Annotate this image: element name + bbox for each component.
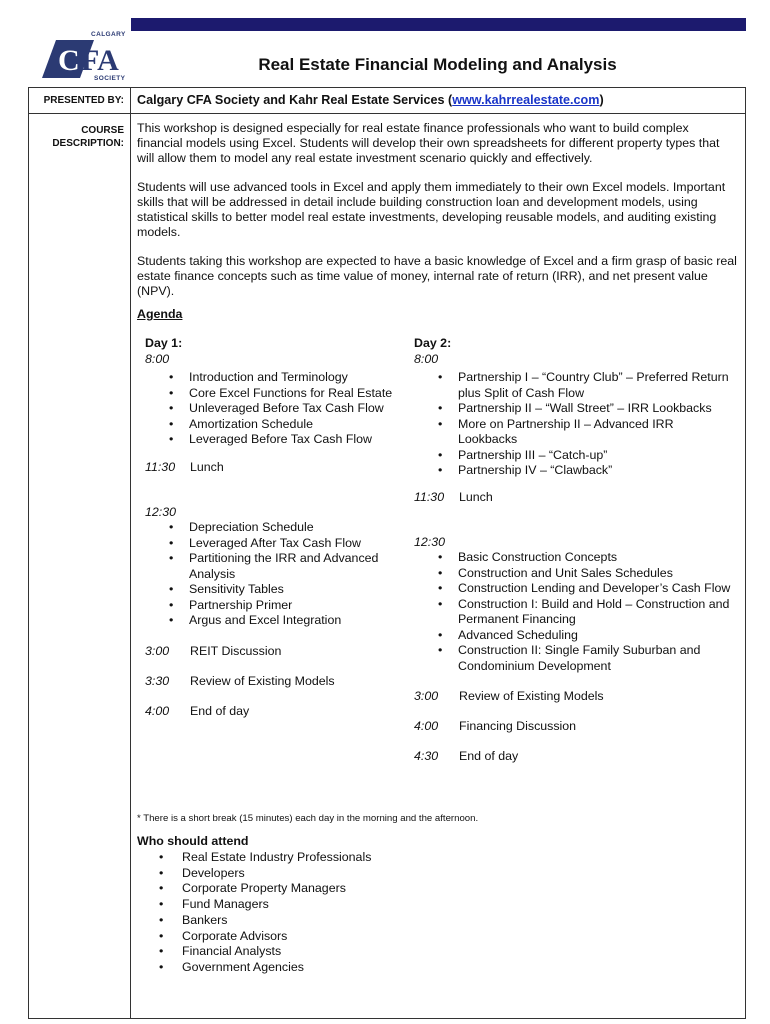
logo-c: C [58,44,80,77]
list-item: • Leveraged Before Tax Cash Flow [145,432,405,448]
day1-400-row [145,703,249,719]
day2-financing: Financing Discussion [459,719,577,733]
header-bar [131,18,746,31]
list-item: • Amortization Schedule [145,417,405,433]
day2-300-row [414,688,604,704]
list-item: • Leveraged After Tax Cash Flow [145,536,405,552]
list-item: • Corporate Property Managers [137,881,371,897]
day2-430-row [414,748,518,764]
day2-column [414,335,744,763]
course-paragraph-2: Students will use advanced tools in Excel and apply them immediately to their own Excel models. Important skills that will be addressed in detail include building construction loan and development models, using statistical skills to better model real estate investments, developing reusable models, and auditing existing models. [137,180,726,239]
calgary-cfa-society-logo [40,20,135,82]
day1-time-1230: 12:30 [145,505,177,519]
row-divider [28,113,746,114]
day2-time-430: 4:30 [414,749,439,763]
column-divider [130,87,131,1019]
day1-lunch-row [145,459,224,475]
day1-morning-list [145,370,405,448]
list-item: • Core Excel Functions for Real Estate [145,386,405,402]
presenter-close: ) [599,93,604,107]
agenda-heading: Agenda [137,307,183,321]
logo-calgary-text: CALGARY [91,31,126,38]
day1-300-row [145,643,281,659]
day1-lunch: Lunch [190,460,224,474]
day2-end: End of day [459,749,519,763]
course-label-line1: COURSE [81,125,124,136]
list-item: • Sensitivity Tables [145,582,405,598]
logo-fa: FA [81,44,119,77]
list-item: • Fund Managers [137,897,371,913]
list-item: • Corporate Advisors [137,929,371,945]
list-item: • Construction and Unit Sales Schedules [414,566,744,582]
list-item: • Partitioning the IRR and Advanced Analysis [145,551,405,582]
day2-400-row [414,718,576,734]
list-item: • Bankers [137,913,371,929]
list-item: • Introduction and Terminology [145,370,405,386]
list-item: • Depreciation Schedule [145,520,405,536]
day2-review: Review of Existing Models [459,689,604,703]
day1-column [145,335,405,718]
day1-afternoon-list [145,520,405,629]
list-item: • Partnership II – “Wall Street” – IRR Lookbacks [414,401,744,417]
website-link[interactable]: www.kahrrealestate.com [452,93,600,107]
list-item: • Construction Lending and Developer’s Cash Flow [414,581,744,597]
list-item: • Partnership IV – “Clawback” [414,463,744,479]
day2-time-400: 4:00 [414,719,439,733]
course-paragraph-3: Students taking this workshop are expected to have a basic knowledge of Excel and a firm grasp of basic real estate finance concepts such as time value of money, internal rate of return (IRR), and net present value (NPV). [137,254,737,298]
list-item: • Construction II: Single Family Suburban and Condominium Development [414,643,714,674]
day1-time-800: 8:00 [145,352,170,366]
list-item: • Argus and Excel Integration [145,613,405,629]
day1-lunch-time: 11:30 [145,460,176,474]
who-should-attend-heading: Who should attend [137,834,249,848]
presented-by-value [137,93,604,107]
course-paragraph-1: This workshop is designed especially for real estate finance professionals who want to build complex financial models using Excel. Students will develop their own spreadsheets for different property types that will allow them to model any real estate investment scenario quickly and effectively. [137,121,720,165]
day1-time-330: 3:30 [145,674,170,688]
day1-review: Review of Existing Models [190,674,335,688]
day1-label: Day 1: [145,336,183,350]
course-label [52,124,124,150]
day1-end: End of day [190,704,250,718]
list-item: • Unleveraged Before Tax Cash Flow [145,401,405,417]
list-item: • Advanced Scheduling [414,628,744,644]
day2-label: Day 2: [414,336,452,350]
day1-330-row [145,673,335,689]
day1-time-300: 3:00 [145,644,170,658]
day2-lunch-row [414,489,493,505]
day2-time-1230: 12:30 [414,535,446,549]
list-item: • Developers [137,866,371,882]
day2-afternoon-list [414,550,744,674]
presented-by-label: PRESENTED BY: [43,95,124,106]
day2-lunch-time: 11:30 [414,490,445,504]
day1-reit: REIT Discussion [190,644,282,658]
document-title: Real Estate Financial Modeling and Analysis [258,55,617,74]
list-item: • Construction I: Build and Hold – Construction and Permanent Financing [414,597,742,628]
logo-society-text: SOCIETY [94,75,126,82]
day1-time-400: 4:00 [145,704,170,718]
who-should-attend-list [137,850,371,976]
list-item: • Financial Analysts [137,944,371,960]
day2-lunch: Lunch [459,490,493,504]
course-label-line2: DESCRIPTION: [52,138,124,149]
list-item: • Partnership I – “Country Club” – Preferred Return plus Split of Cash Flow [414,370,744,401]
presenter-text: Calgary CFA Society and Kahr Real Estate Services ( [137,93,453,107]
list-item: • More on Partnership II – Advanced IRR Lookbacks [414,417,686,448]
list-item: • Real Estate Industry Professionals [137,850,371,866]
day2-morning-list [414,370,744,479]
day2-time-300: 3:00 [414,689,439,703]
list-item: • Partnership III – “Catch-up” [414,448,744,464]
day2-time-800: 8:00 [414,352,439,366]
list-item: • Basic Construction Concepts [414,550,744,566]
list-item: • Government Agencies [137,960,371,976]
list-item: • Partnership Primer [145,598,405,614]
break-note: * There is a short break (15 minutes) each day in the morning and the afternoon. [137,813,479,824]
